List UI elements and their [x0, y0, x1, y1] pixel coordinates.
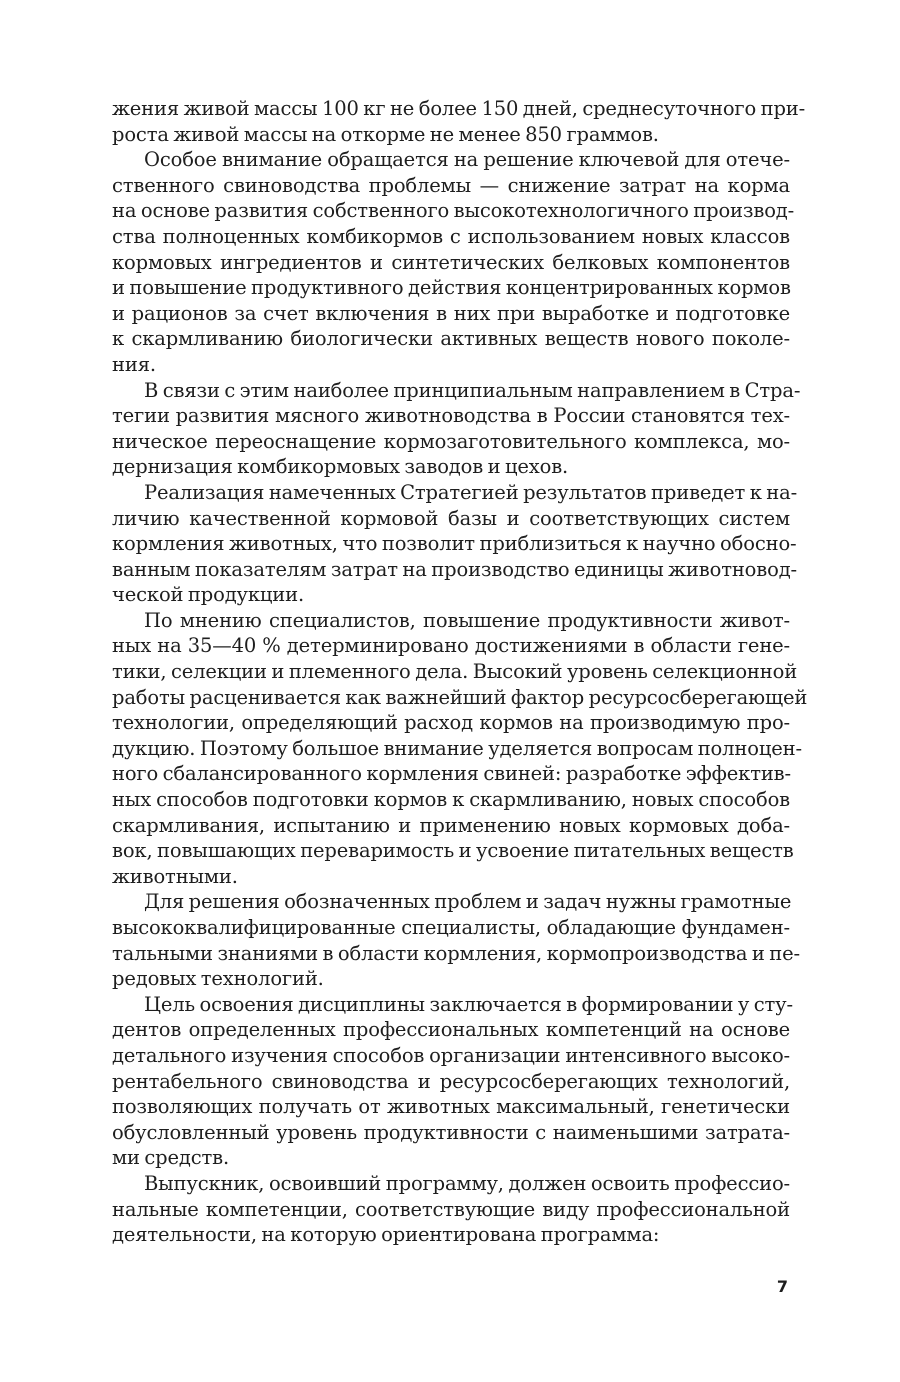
- text-line: кормовых ингредиентов и синтетических белковых компонентов: [112, 250, 790, 274]
- text-line: работы расценивается как важнейший фактор ресурсосберегающей: [112, 685, 808, 709]
- text-line: технологии, определяющий расход кормов на производимую про-: [112, 711, 790, 735]
- text-line: дукцию. Поэтому большое внимание уделяется вопросам полноцен-: [112, 736, 802, 760]
- text-line: Особое внимание обращается на решение ключевой для отече-: [144, 148, 790, 172]
- page-body: [112, 96, 808, 1248]
- text-line: ническое переоснащение кормозаготовительного комплекса, мо-: [112, 429, 790, 453]
- text-line: и рационов за счет включения в них при выработке и подготовке: [112, 301, 790, 325]
- page-number: 7: [776, 1277, 788, 1296]
- text-line: ных способов подготовки кормов к скармливанию, новых способов: [112, 788, 790, 812]
- text-line: ного сбалансированного кормления свиней: разработке эффектив-: [112, 762, 791, 786]
- text-line: на основе развития собственного высокотехнологичного производ-: [112, 199, 795, 223]
- text-line: деятельности, на которую ориентирована программа:: [112, 1223, 660, 1247]
- paragraph: [112, 378, 801, 480]
- text-line: дентов определенных профессиональных компетенций на основе: [112, 1018, 790, 1042]
- text-line: обусловленный уровень продуктивности с наименьшими затрата-: [112, 1120, 790, 1144]
- text-line: По мнению специалистов, повышение продуктивности живот-: [144, 608, 790, 632]
- text-line: тальными знаниями в области кормления, кормопроизводства и пе-: [112, 941, 800, 965]
- text-line: рентабельного свиноводства и ресурсосберегающих технологий,: [112, 1069, 790, 1093]
- text-line: кормления животных, что позволит приблизиться к научно обосно-: [112, 532, 797, 556]
- paragraph: [112, 147, 795, 377]
- text-line: Цель освоения дисциплины заключается в формировании у сту-: [144, 992, 793, 1016]
- text-line: В связи с этим наиболее принципиальным направлением в Стра-: [144, 378, 801, 402]
- text-line: высококвалифицированные специалисты, обладающие фундамен-: [112, 916, 790, 939]
- paragraph: [112, 96, 806, 147]
- text-line: ческой продукции.: [112, 583, 305, 607]
- text-line: личию качественной кормовой базы и соответствующих систем: [112, 506, 790, 530]
- text-line: вок, повышающих переваримость и усвоение питательных веществ: [112, 839, 794, 863]
- text-line: позволяющих получать от животных максимальный, генетически: [112, 1095, 790, 1119]
- paragraph: [112, 1171, 790, 1248]
- text-line: ственного свиноводства проблемы — снижение затрат на корма: [112, 173, 790, 197]
- text-line: и повышение продуктивного действия концентрированных кормов: [112, 276, 791, 300]
- text-line: скармливания, испытанию и применению новых кормовых доба-: [112, 813, 790, 837]
- paragraph: [112, 480, 798, 608]
- paragraph: [112, 992, 793, 1171]
- text-line: ных на 35—40 % детерминировано достижениями в области гене-: [112, 634, 790, 658]
- text-line: ми средств.: [112, 1146, 230, 1170]
- text-line: ства полноценных комбикормов с использованием новых классов: [112, 224, 790, 248]
- text-line: жения живой массы 100 кг не более 150 дней, среднесуточного при-: [112, 97, 806, 120]
- text-line: Реализация намеченных Стратегией результатов приведет к на-: [144, 480, 798, 504]
- text-line: редовых технологий.: [112, 967, 324, 991]
- text-line: нальные компетенции, соответствующие виду профессиональной: [112, 1197, 790, 1221]
- paragraph: [112, 889, 800, 991]
- text-line: животными.: [112, 864, 238, 888]
- text-line: ния.: [112, 352, 156, 376]
- text-line: дернизация комбикормовых заводов и цехов.: [112, 455, 569, 479]
- paragraph: [112, 608, 808, 890]
- text-line: к скармливанию биологически активных веществ нового поколе-: [112, 327, 790, 351]
- text-line: ванным показателям затрат на производство единицы животновод-: [112, 557, 797, 581]
- text-line: роста живой массы на откорме не менее 850 граммов.: [112, 122, 659, 146]
- text-line: тегии развития мясного животноводства в России становятся тех-: [112, 404, 790, 428]
- text-line: детального изучения способов организации интенсивного высоко-: [112, 1043, 790, 1067]
- text-line: Для решения обозначенных проблем и задач нужны грамотные: [144, 890, 792, 914]
- text-line: тики, селекции и племенного дела. Высокий уровень селекционной: [112, 660, 798, 684]
- text-line: Выпускник, освоивший программу, должен освоить профессио-: [144, 1171, 790, 1195]
